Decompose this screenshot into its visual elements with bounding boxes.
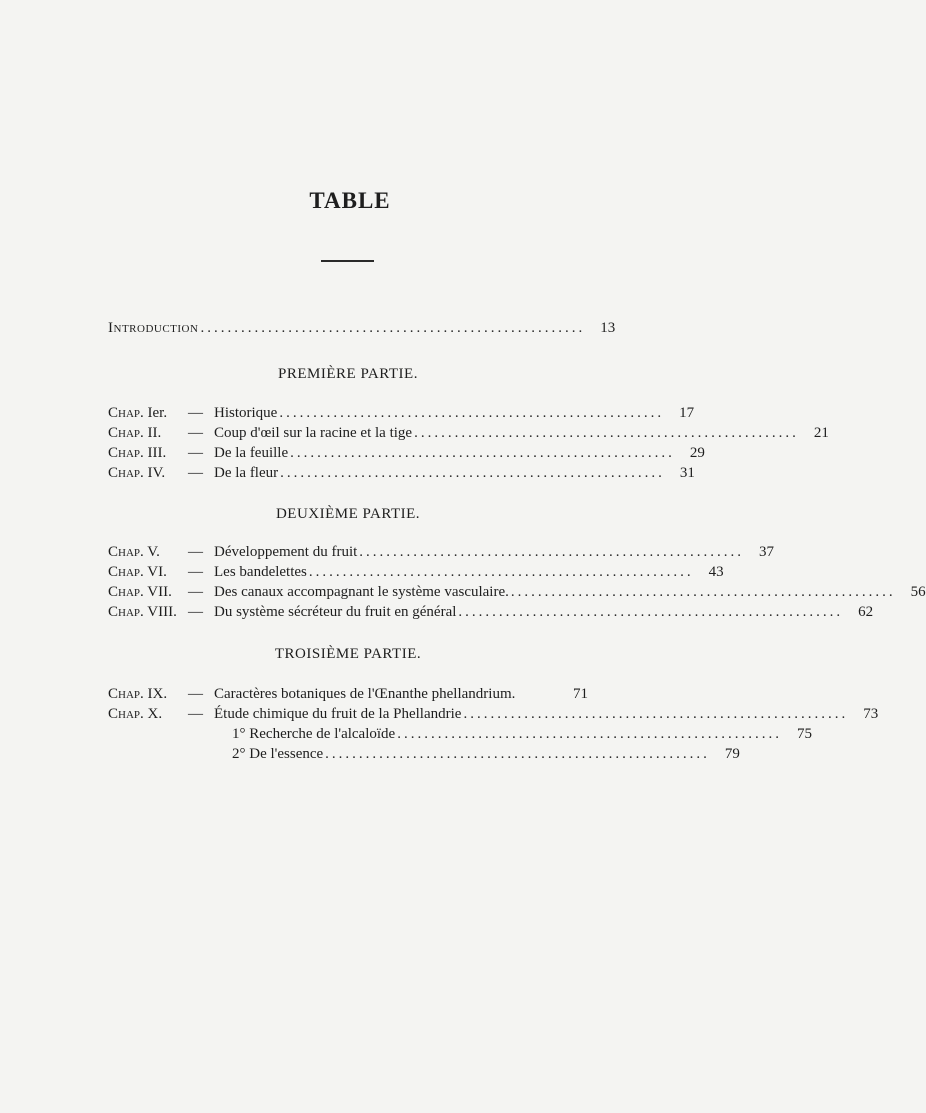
chapter-number: II. (147, 425, 162, 441)
chapter-word: Chap. (108, 604, 144, 620)
leader-dots: ......................................................... (308, 564, 694, 580)
toc-entry: Chap. X. — Étude chimique du fruit de la Phellandrie ......................................................... 73 (108, 706, 879, 722)
entry-page: 13 (600, 320, 616, 336)
entry-page: 75 (796, 726, 812, 742)
chapter-number: III. (147, 445, 167, 461)
chapter-number: VII. (147, 584, 172, 600)
chapter-word: Chap. (108, 425, 144, 441)
entry-page: 56 (910, 584, 926, 600)
section-heading: PREMIÈRE PARTIE. (278, 366, 418, 382)
entry-page: 31 (679, 465, 695, 481)
chapter-number: IX. (147, 686, 168, 702)
chapter-word: Chap. (108, 405, 144, 421)
entry-page: 43 (708, 564, 724, 580)
entry-title: Coup d'œil sur la racine et la tige (214, 425, 413, 441)
leader-dots: ......................................................... (290, 445, 675, 461)
entry-title: Les bandelettes (214, 564, 307, 580)
title-rule (321, 260, 374, 262)
entry-title: Développement du fruit (214, 544, 358, 560)
leader-dots: ......................................................... (414, 425, 799, 441)
page-title: TABLE (309, 188, 391, 213)
entry-title: 1° Recherche de l'alcaloïde (232, 726, 396, 742)
leader-dots: ......................................................... (510, 584, 896, 600)
chapter-word: Chap. (108, 686, 144, 702)
toc-entry: Chap. V. — Développement du fruit ......................................................... 37 (108, 544, 775, 560)
entry-page: 62 (858, 604, 874, 620)
entry-title: Étude chimique du fruit de la Phellandrie (214, 706, 462, 722)
entry-label: Introduction (108, 320, 199, 336)
entry-page: 73 (863, 706, 879, 722)
entry-title: De la fleur (214, 465, 279, 481)
toc-entry: Chap. IX. — Caractères botaniques de l'Œnanthe phellandrium. 71 (108, 686, 588, 702)
toc-entry: Chap. VI. — Les bandelettes ......................................................... 43 (108, 564, 724, 580)
entry-page: 79 (724, 746, 740, 762)
toc-entry: Chap. II. — Coup d'œil sur la racine et la tige ......................................................... 21 (108, 425, 829, 441)
section-heading: TROISIÈME PARTIE. (274, 646, 422, 662)
leader-dots: ......................................................... (200, 320, 586, 336)
toc-subentry (108, 724, 812, 744)
entry-title: 2° De l'essence (232, 746, 324, 762)
entry-page: 21 (813, 425, 829, 441)
entry-page: 17 (679, 405, 695, 421)
entry-page: 71 (573, 686, 588, 702)
chapter-number: X. (147, 706, 163, 722)
chapter-number: VIII. (147, 604, 177, 620)
chapter-word: Chap. (108, 544, 144, 560)
entry-title: Des canaux accompagnant le système vasculaire. (214, 584, 509, 600)
entry-title: Historique (214, 405, 278, 421)
toc-entry: Chap. VII. — Des canaux accompagnant le système vasculaire. ......................................................... 56 (108, 584, 926, 600)
chapter-word: Chap. (108, 465, 144, 481)
chapter-number: VI. (147, 564, 167, 580)
entry-title: De la feuille (214, 445, 289, 461)
toc-entry: Chap. VIII. — Du système sécréteur du fruit en général ......................................................... 62 (108, 604, 874, 620)
chapter-number: IV. (147, 465, 166, 481)
leader-dots: ......................................................... (359, 544, 745, 560)
leader-dots: ......................................................... (397, 726, 782, 742)
toc-entry: Chap. IV. — De la fleur ......................................................... 31 (108, 465, 695, 481)
toc-subentry (108, 744, 740, 764)
chapter-number: V. (147, 544, 160, 560)
entry-page: 37 (759, 544, 775, 560)
chapter-number: Ier. (147, 405, 168, 421)
entry-title: Caractères botaniques de l'Œnanthe phellandrium. (214, 686, 516, 702)
toc-entry: Chap. Ier. — Historique ......................................................... 17 (108, 405, 695, 421)
leader-dots: ......................................................... (325, 746, 710, 762)
leader-dots: ......................................................... (280, 465, 665, 481)
toc-entry-introduction (108, 318, 616, 338)
chapter-word: Chap. (108, 445, 144, 461)
entry-page: 29 (689, 445, 705, 461)
entry-title: Du système sécréteur du fruit en général (214, 604, 457, 620)
chapter-word: Chap. (108, 584, 144, 600)
leader-dots: ......................................................... (279, 405, 665, 421)
leader-dots: ......................................................... (463, 706, 849, 722)
section-heading: DEUXIÈME PARTIE. (275, 506, 421, 522)
chapter-word: Chap. (108, 564, 144, 580)
chapter-word: Chap. (108, 706, 144, 722)
leader-dots: ......................................................... (458, 604, 844, 620)
toc-entry: Chap. III. — De la feuille ......................................................... 29 (108, 445, 705, 461)
